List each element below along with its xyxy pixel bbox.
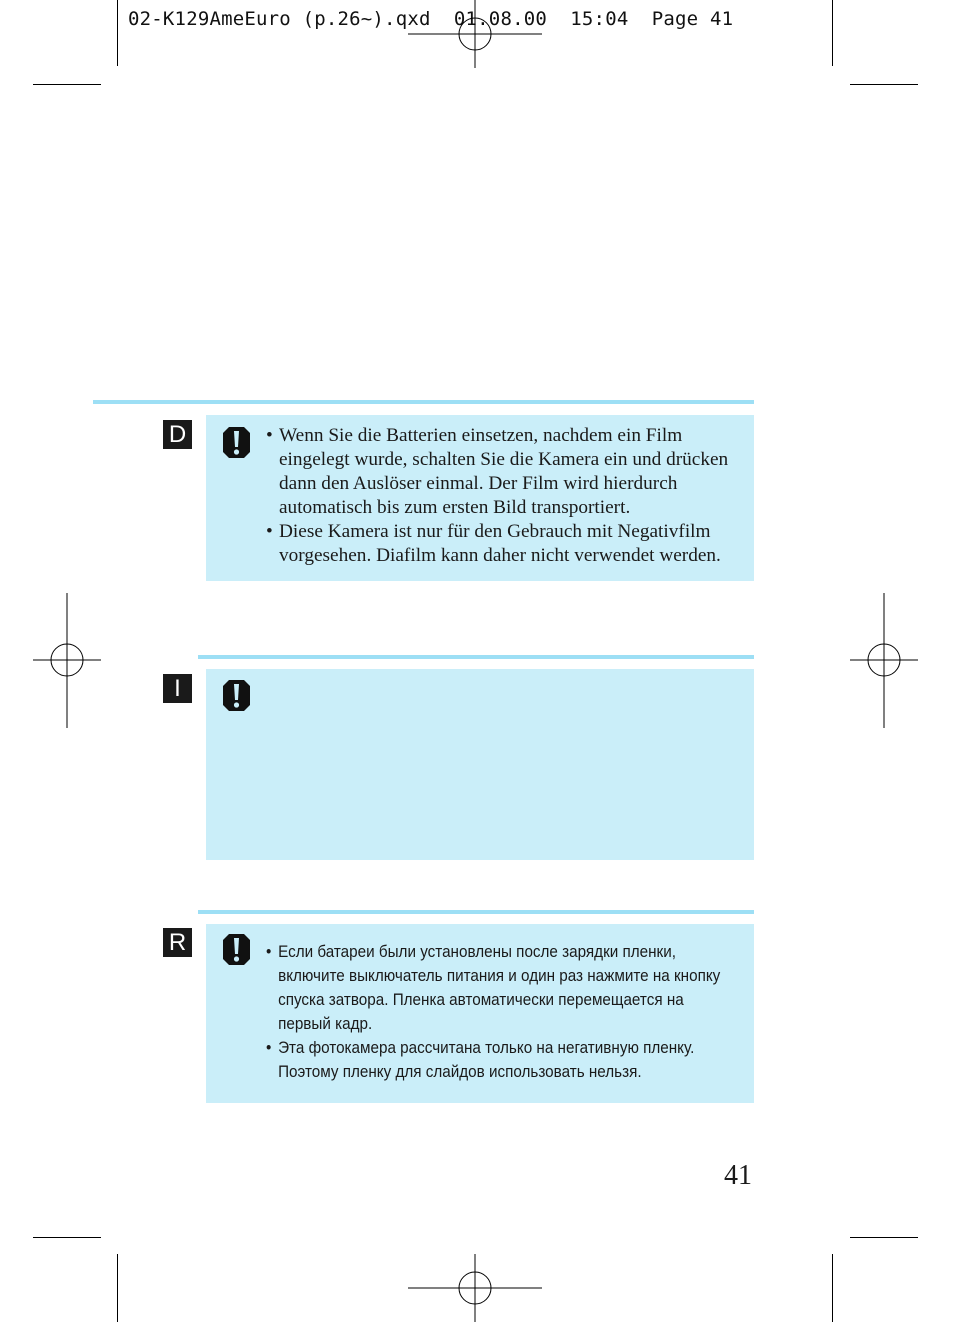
caution-note-russian [206, 924, 754, 1103]
crop-mark-top-right-horizontal [850, 84, 918, 85]
list-item [266, 940, 740, 1036]
language-badge-russian: R [163, 928, 192, 957]
caution-list-german [266, 424, 750, 568]
list-item-text: Diese Kamera ist nur für den Gebrauch mit Negativfilm vorgesehen. Diafilm kann daher nicht verwendet werden. [279, 521, 721, 566]
crop-mark-top-right-vertical [832, 0, 833, 66]
page-number: 41 [724, 1160, 752, 1191]
section-divider-italian [198, 655, 754, 659]
crop-mark-bottom-left-vertical [117, 1254, 118, 1322]
section-divider-russian [198, 910, 754, 914]
list-item [266, 1036, 740, 1084]
crop-mark-bottom-right-horizontal [850, 1237, 918, 1238]
language-badge-german: D [163, 420, 192, 449]
caution-note-german [206, 415, 754, 581]
language-badge-italian: I [163, 674, 192, 703]
crop-mark-top-left-vertical [117, 0, 118, 66]
crop-mark-top-left-horizontal [33, 84, 101, 85]
bullet-mark: • [266, 943, 272, 961]
caution-exclamation-icon [220, 426, 253, 459]
list-item-text: Эта фотокамера рассчитана только на негативную пленку. Поэтому пленку для слайдов использовать нельзя. [278, 1039, 695, 1081]
registration-mark-bottom-icon [405, 1254, 545, 1322]
crop-mark-bottom-left-horizontal [33, 1237, 101, 1238]
bullet-mark: • [266, 521, 273, 542]
crop-mark-bottom-right-vertical [832, 1254, 833, 1322]
caution-exclamation-icon [220, 679, 253, 712]
caution-note-italian [206, 669, 754, 860]
registration-mark-right-icon [850, 593, 918, 728]
section-divider-german [93, 400, 754, 404]
bullet-mark: • [266, 1039, 272, 1057]
list-item-text: Wenn Sie die Batterien einsetzen, nachdem ein Film eingelegt wurde, schalten Sie die Kamera ein und drücken dann den Auslöser einmal. Der Film wird hierdurch automatisch bis zum ersten Bild transportiert. [279, 425, 729, 518]
list-item [266, 520, 750, 568]
list-item-text: Если батареи были установлены после зарядки пленки, включите выключатель питания и один раз нажмите на кнопку спуска затвора. Пленка автоматически перемещается на первый кадр. [278, 943, 721, 1033]
bullet-mark: • [266, 425, 273, 446]
registration-mark-left-icon [33, 593, 101, 728]
caution-list-russian [266, 940, 740, 1084]
list-item [266, 424, 750, 520]
caution-exclamation-icon [220, 933, 253, 966]
registration-mark-top-icon [405, 0, 545, 68]
printer-slug: 02-K129AmeEuro (p.26~).qxd 01.08.00 15:04 Page 41 [128, 8, 734, 30]
